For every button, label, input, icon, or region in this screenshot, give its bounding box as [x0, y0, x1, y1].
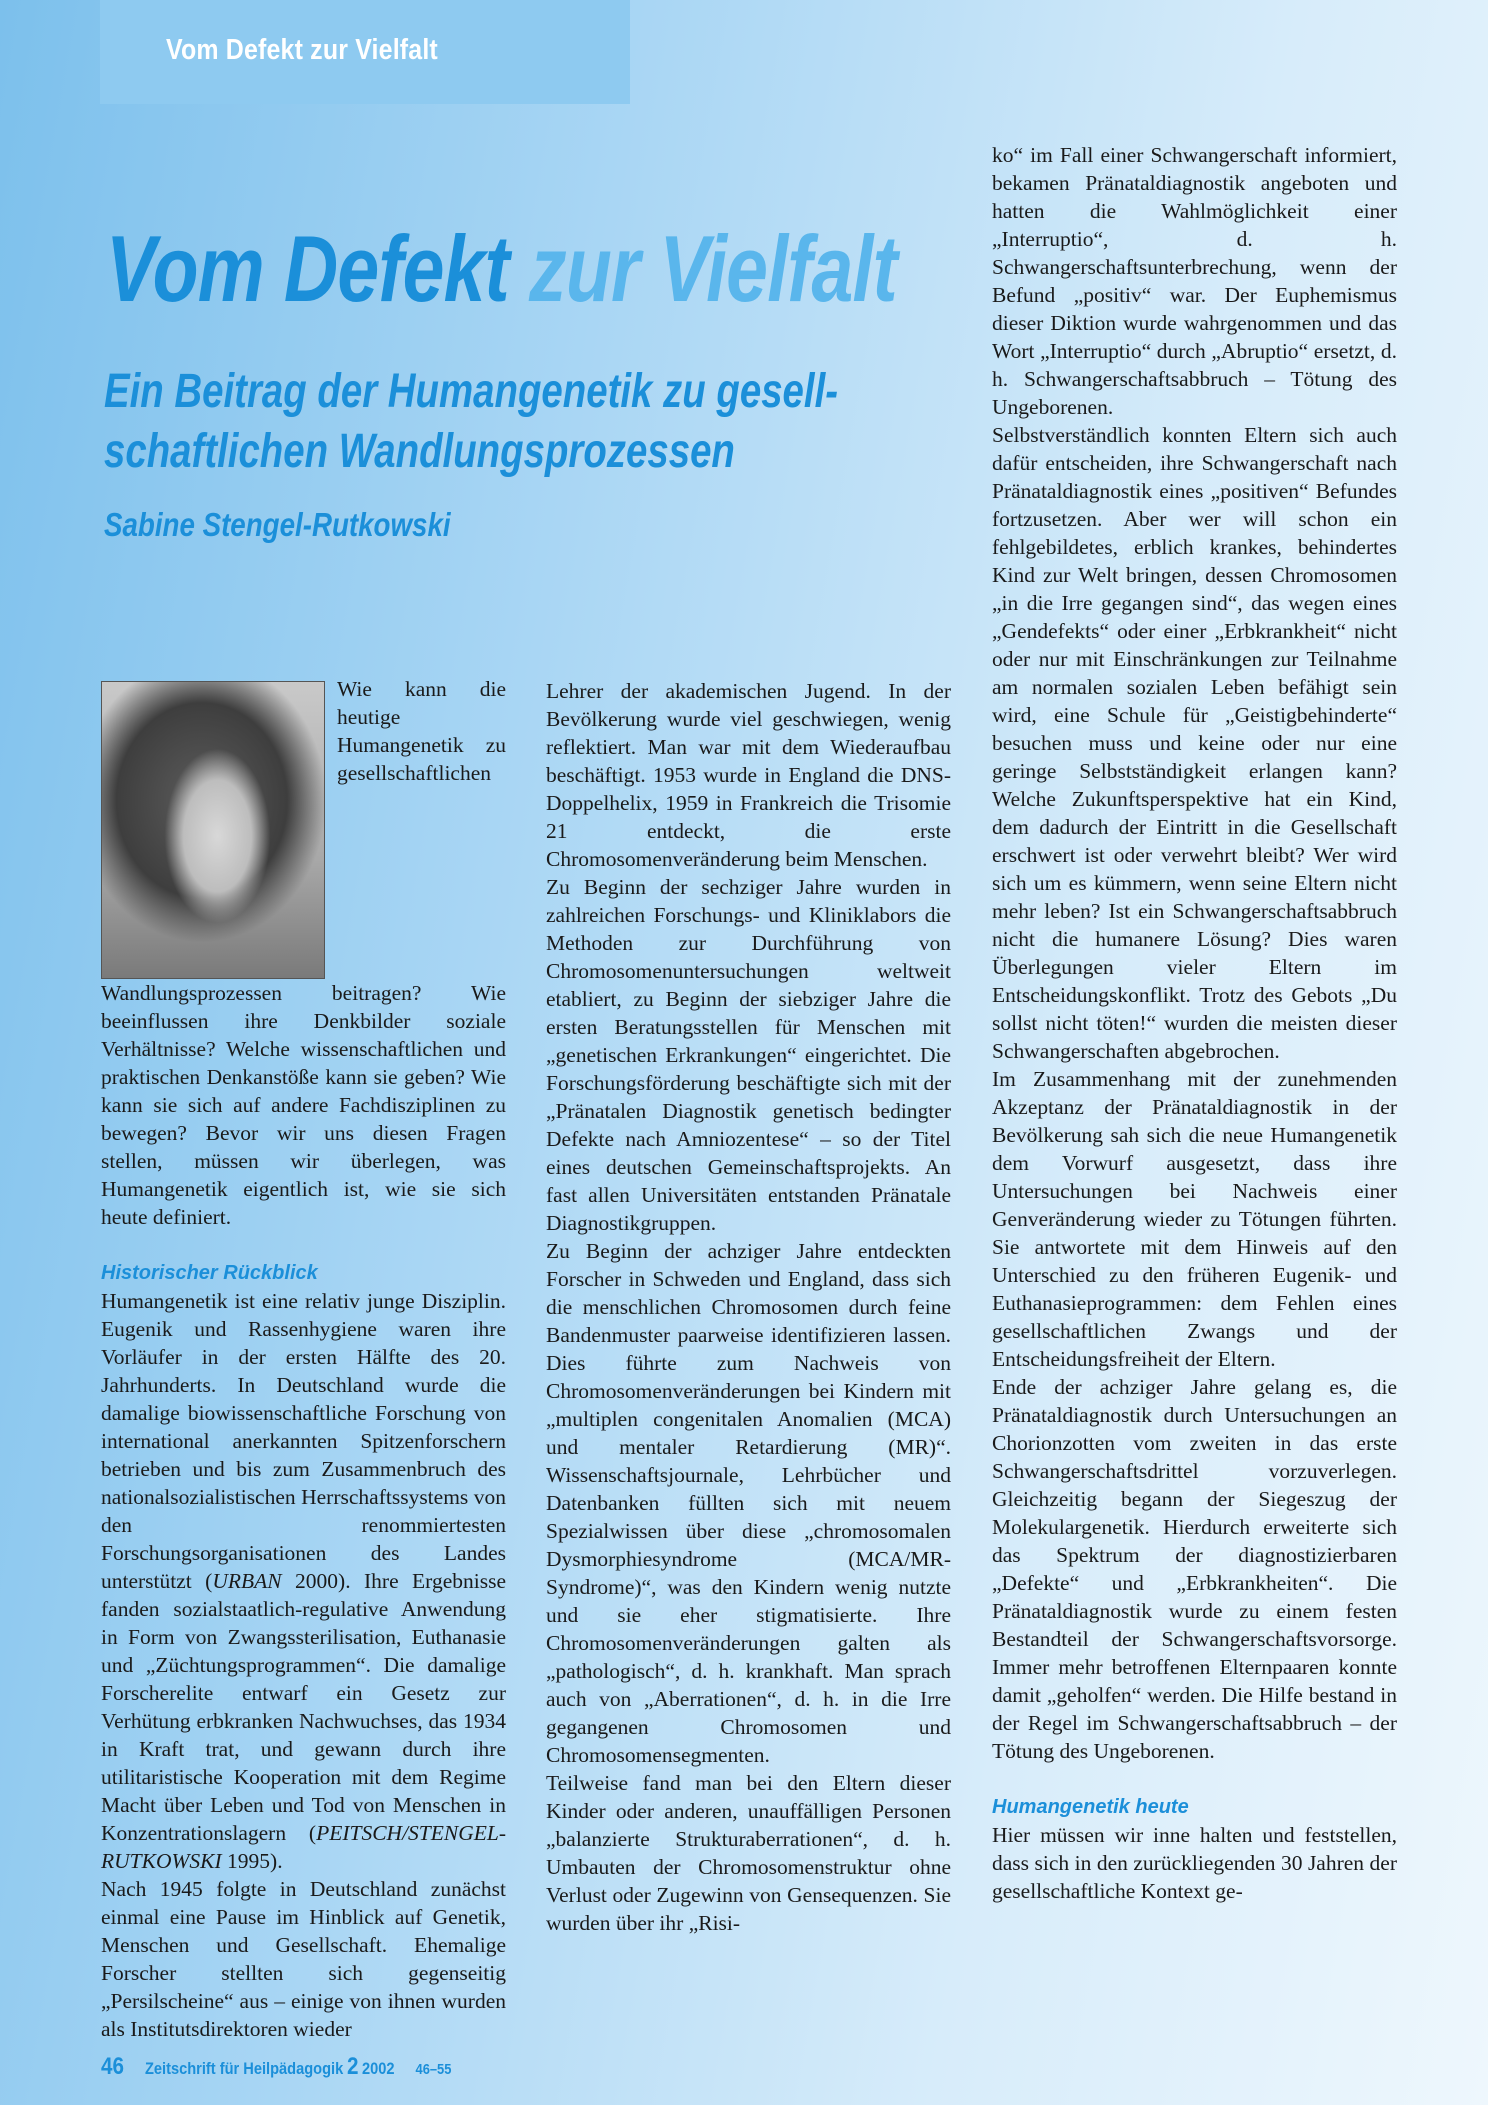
text-column-2: [546, 677, 951, 1937]
page-number: 46: [101, 2053, 124, 2080]
issue-number: 2: [347, 2053, 359, 2080]
paragraph: Lehrer der akademischen Jugend. In der Bevölkerung wurde viel geschwiegen, wenig reflektiert. Man war mit dem Wiederaufbau beschäftigt. 1953 wurde in England die DNS-Doppelhelix, 1959 in Frankreich die Trisomie 21 entdeckt, die erste Chromosomenveränderung beim Menschen.: [546, 679, 951, 871]
author-portrait: [101, 681, 325, 979]
citation: URBAN: [212, 1569, 282, 1593]
author-name: Sabine Stengel-Rutkowski: [104, 506, 451, 543]
text-column-3: [992, 141, 1397, 1905]
paragraph: Im Zusammenhang mit der zunehmenden Akzeptanz der Pränataldiagnostik in der Bevölkerung sah sich die neue Humangenetik dem Vorwurf ausgesetzt, dass ihre Untersuchungen bei Nachweis einer Genveränderung wieder zu Tötungen führten. Sie antwortete mit dem Hinweis auf den Unterschied zu den früheren Eugenik- und Euthanasieprogrammen: dem Fehlen eines gesellschaftlichen Zwangs und der Entscheidungsfreiheit der Eltern.: [992, 1067, 1397, 1371]
page-range: 46–55: [415, 2061, 452, 2078]
paragraph: Hier müssen wir inne halten und feststellen, dass sich in den zurückliegenden 30 Jahren der gesellschaftliche Kontext ge-: [992, 1823, 1397, 1903]
paragraph: Nach 1945 folgte in Deutschland zunächst einmal eine Pause im Hinblick auf Genetik, Menschen und Gesellschaft. Ehemalige Forscher stellten sich gegenseitig „Persilscheine“ aus – einige von ihnen wurden als Institutsdirektoren wieder: [101, 1877, 506, 2041]
subtitle-line-1: Ein Beitrag der Humangenetik zu gesell-: [104, 365, 839, 418]
journal-name: Zeitschrift für Heilpädagogik: [144, 2059, 344, 2078]
page-footer: [101, 2053, 451, 2081]
article-subtitle: [104, 362, 872, 482]
text-column-1: [101, 675, 506, 2043]
paragraph: Zu Beginn der achziger Jahre entdeckten Forscher in Schweden und England, dass sich die menschlichen Chromosomen durch feine Bandenmuster paarweise identifizieren lassen. Dies führte zum Nachweis von Chromosomenveränderungen bei Kindern mit „multiplen congenitalen Anomalien (MCA) und mentaler Retardierung (MR)“. Wissenschaftsjournale, Lehrbücher und Datenbanken füllten sich mit neuem Spezialwissen über diese „chromosomalen Dysmorphiesyndrome (MCA/MR-Syndrome)“, was den Kindern wenig nutzte und sie eher stigmatisierte. Ihre Chromosomenveränderungen galten als „pathologisch“, d. h. krankhaft. Man sprach auch von „Aberrationen“, d. h. in die Irre gegangenen Chromosomen und Chromosomensegmenten.: [546, 1239, 951, 1767]
paragraph: Wie kann die heutige Humangenetik zu gesellschaftlichen Wandlungsprozessen beitragen? Wie beeinflussen ihre Denkbilder soziale Verhältnisse? Welche wissenschaftlichen und praktischen Denkanstöße kann sie geben? Wie kann sie sich auf andere Fachdisziplinen zu bewegen? Bevor wir uns diesen Fragen stellen, müssen wir überlegen, was Humangenetik eigentlich ist, wie sie sich heute definiert.: [101, 677, 506, 1229]
paragraph: Humangenetik ist eine relativ junge Disziplin. Eugenik und Rassenhygiene waren ihre Vorläufer in der ersten Hälfte des 20. Jahrhunderts. In Deutschland wurde die damalige biowissenschaftliche Forschung von international anerkannten Spitzenforschern betrieben und bis zum Zusammenbruch des nationalsozialistischen Herrschaftssystems von den renommiertesten Forschungsorganisationen des Landes unterstützt (URBAN 2000). Ihre Ergebnisse fanden sozialstaatlich-regulative Anwendung in Form von Zwangssterilisation, Euthanasie und „Züchtungsprogrammen“. Die damalige Forscherelite entwarf ein Gesetz zur Verhütung erbkranken Nachwuchses, das 1934 in Kraft trat, und gewann durch ihre utilitaristische Kooperation mit dem Regime Macht über Leben und Tod von Menschen in Konzentrationslagern (PEITSCH/STENGEL-RUTKOWSKI 1995).: [101, 1289, 506, 1873]
running-title: Vom Defekt zur Vielfalt: [166, 34, 438, 66]
paragraph: Zu Beginn der sechziger Jahre wurden in zahlreichen Forschungs- und Kliniklabors die Methoden zur Durchführung von Chromosomenuntersuchungen weltweit etabliert, zu Beginn der siebziger Jahre die ersten Beratungsstellen für Menschen mit „genetischen Erkrankungen“ eingerichtet. Die Forschungsförderung beschäftigte sich mit der „Pränatalen Diagnostik genetisch bedingter Defekte nach Amniozentese“ – so der Titel eines deutschen Gemeinschaftsprojekts. An fast allen Universitäten entstanden Pränatale Diagnostikgruppen.: [546, 875, 951, 1235]
paragraph: Ende der achziger Jahre gelang es, die Pränataldiagnostik durch Untersuchungen an Chorionzotten vom zweiten in das erste Schwangerschaftsdrittel vorzuverlegen. Gleichzeitig begann der Siegeszug der Molekulargenetik. Hierdurch erweiterte sich das Spektrum der diagnostizierbaren „Defekte“ und „Erbkrankheiten“. Die Pränataldiagnostik wurde zu einem festen Bestandteil der Schwangerschaftsvorsorge. Immer mehr betroffenen Elternpaaren konnte damit „geholfen“ werden. Die Hilfe bestand in der Regel im Schwangerschaftsabbruch – der Tötung des Ungeborenen.: [992, 1375, 1397, 1763]
paragraph: ko“ im Fall einer Schwangerschaft informiert, bekamen Pränataldiagnostik angeboten und hatten die Wahlmöglichkeit einer „Interruptio“, d. h. Schwangerschaftsunterbrechung, wenn der Befund „positiv“ war. Der Euphemismus dieser Diktion wurde wahrgenommen und das Wort „Interruptio“ durch „Abruptio“ ersetzt, d. h. Schwangerschaftsabbruch – Tötung des Ungeborenen.: [992, 143, 1397, 419]
title-part-1: Vom Defekt: [106, 216, 509, 321]
section-heading-historischer-rueckblick: Historischer Rückblick: [101, 1262, 318, 1284]
running-header: [100, 0, 630, 104]
section-heading-humangenetik-heute: Humangenetik heute: [992, 1796, 1189, 1818]
issue-year: 2002: [361, 2059, 395, 2078]
title-part-2: zur Vielfalt: [529, 216, 897, 321]
citation: PEITSCH/STENGEL-RUTKOWSKI: [101, 1821, 506, 1873]
article-title: [106, 216, 897, 321]
subtitle-line-2: schaftlichen Wandlungsprozessen: [104, 425, 735, 478]
paragraph: Selbstverständlich konnten Eltern sich auch dafür entscheiden, ihre Schwangerschaft nach Pränataldiagnostik eines „positiven“ Befundes fortzusetzen. Aber wer will schon ein fehlgebildetes, erblich krankes, behindertes Kind zur Welt bringen, dessen Chromosomen „in die Irre gegangen sind“, das wegen eines „Gendefekts“ oder einer „Erbkrankheit“ nicht oder nur mit Einschränkungen zur Teilnahme am normalen sozialen Leben befähigt sein wird, eine Schule für „Geistigbehinderte“ besuchen muss und keine oder nur eine geringe Selbstständigkeit erlangen kann? Welche Zukunftsperspektive hat ein Kind, dem dadurch der Eintritt in die Gesellschaft erschwert ist oder verwehrt bleibt? Wer wird sich um es kümmern, wenn seine Eltern nicht mehr leben? Ist ein Schwangerschaftsabbruch nicht die humanere Lösung? Dies waren Überlegungen vieler Eltern im Entscheidungskonflikt. Trotz des Gebots „Du sollst nicht töten!“ wurden die meisten dieser Schwangerschaften abgebrochen.: [992, 423, 1397, 1063]
paragraph: Teilweise fand man bei den Eltern dieser Kinder oder anderen, unauffälligen Personen „balanzierte Strukturaberrationen“, d. h. Umbauten der Chromosomenstruktur ohne Verlust oder Zugewinn von Gensequenzen. Sie wurden über ihr „Risi-: [546, 1771, 951, 1935]
